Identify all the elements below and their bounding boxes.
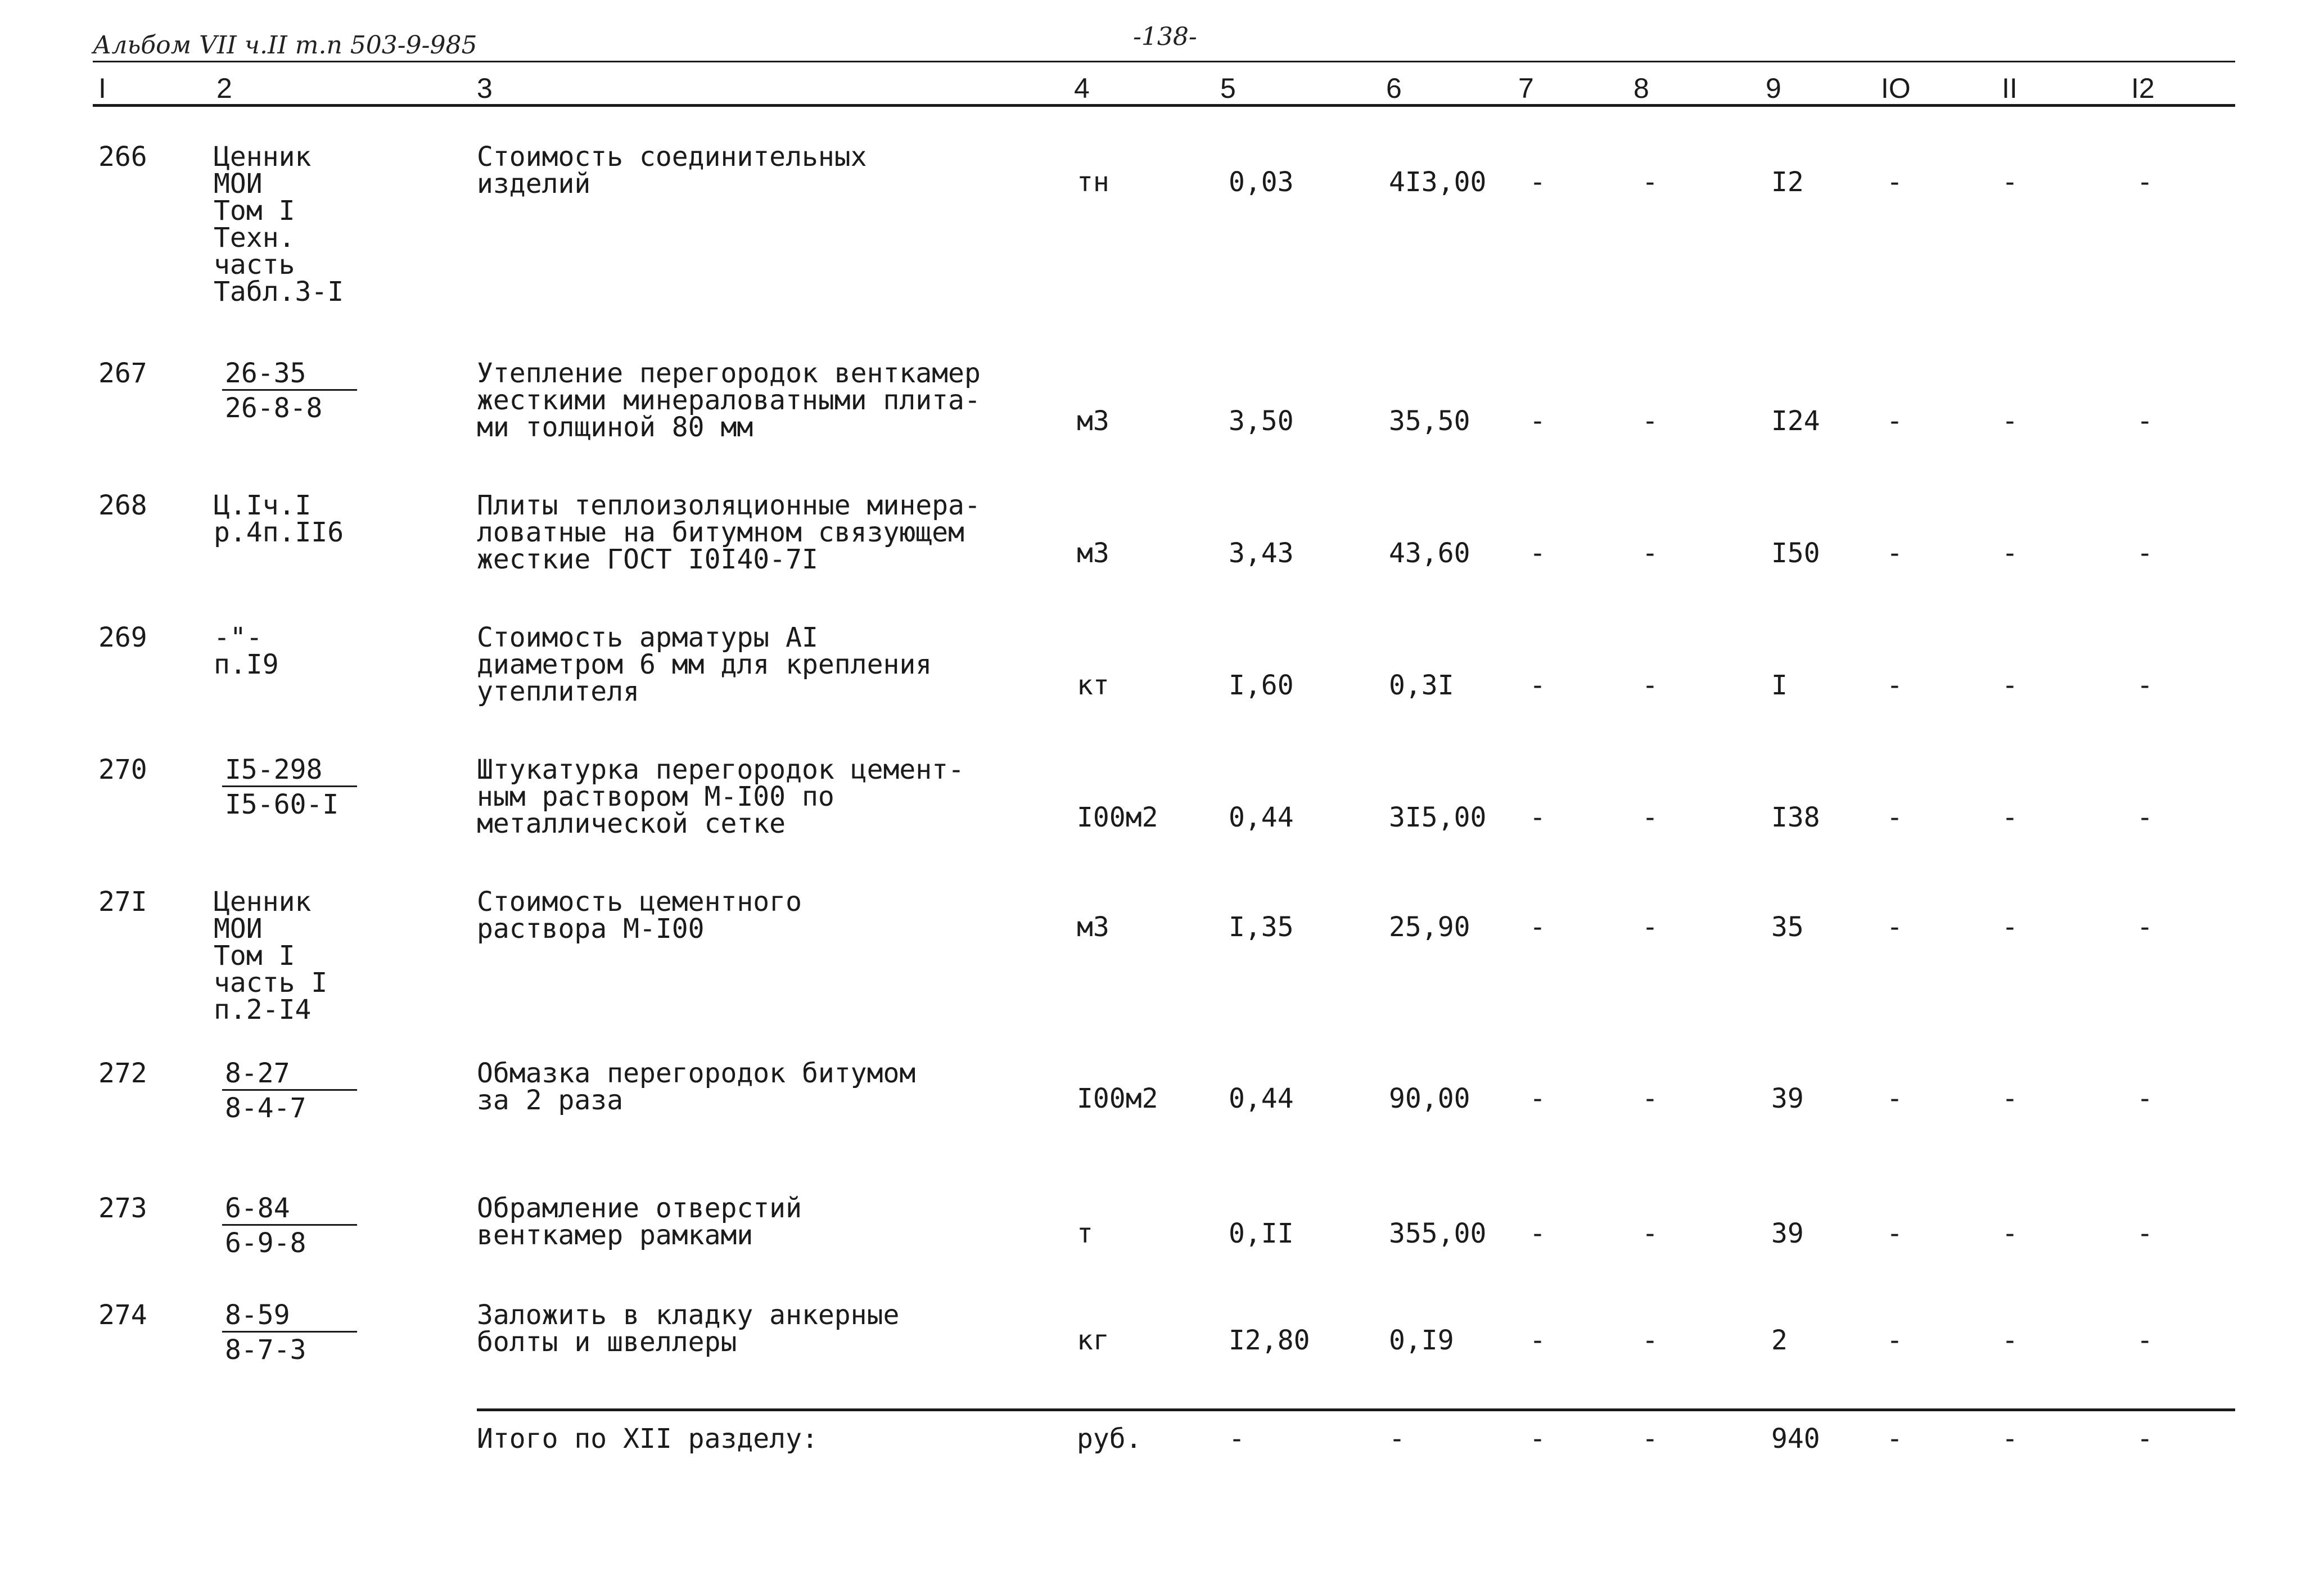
column-number: 9 [1766,73,1781,104]
total-cost: I24 [1771,405,1820,437]
album-reference: Альбом VII ч.II т.п 503-9-985 [93,31,477,60]
total-sum: 940 [1771,1423,1820,1455]
col12-value: - [2137,802,2153,833]
total-cost: 39 [1771,1083,1804,1114]
total-col8: - [1642,1423,1658,1455]
col7-value: - [1529,538,1546,569]
norm-reference: -"- п.I9 [214,622,279,680]
quantity: 0,44 [1229,1083,1294,1114]
col8-value: - [1642,670,1658,701]
col7-value: - [1529,1325,1546,1356]
col7-value: - [1529,670,1546,701]
col12-value: - [2137,405,2153,437]
col7-value: - [1529,911,1546,943]
norm-reference-bottom: I5-60-I [225,789,339,820]
unit: м3 [1077,911,1109,943]
total-quantity: - [1229,1423,1245,1455]
total-unit: руб. [1077,1423,1142,1455]
total-cost: I50 [1771,538,1820,569]
total-col10: - [1887,1423,1903,1455]
work-description: Утепление перегородок венткамер жесткими минераловатными плита- ми толщиной 80 мм [477,358,981,443]
total-col12: - [2137,1423,2153,1455]
unit: тн [1077,166,1109,198]
row-number: 270 [98,754,147,785]
total-cost: 39 [1771,1218,1804,1249]
col8-value: - [1642,1325,1658,1356]
column-number: 5 [1220,73,1236,104]
col11-value: - [2002,538,2018,569]
unit-price: 35,50 [1389,405,1470,437]
col10-value: - [1887,405,1903,437]
unit: м3 [1077,405,1109,437]
col12-value: - [2137,1325,2153,1356]
norm-reference: Ценник МОИ Том I часть I п.2-I4 [214,886,328,1026]
norm-reference-bottom: 6-9-8 [225,1227,306,1259]
col11-value: - [2002,166,2018,198]
quantity: I,35 [1229,911,1294,943]
total-col11: - [2002,1423,2018,1455]
norm-reference-bottom: 8-4-7 [225,1092,306,1124]
total-label: Итого по XII разделу: [477,1423,818,1455]
col7-value: - [1529,405,1546,437]
norm-reference-bottom: 26-8-8 [225,392,323,424]
work-description: Плиты теплоизоляционные минера- ловатные на битумном связующем жесткие ГОСТ I0I40-7I [477,490,981,575]
page-number: -138- [1133,22,1197,51]
quantity: 3,50 [1229,405,1294,437]
fraction-line [222,1089,357,1091]
unit-price: 43,60 [1389,538,1470,569]
total-cost: 2 [1771,1325,1788,1356]
unit: I00м2 [1077,802,1158,833]
norm-reference-bottom: 8-7-3 [225,1334,306,1366]
unit: кг [1077,1325,1109,1356]
col7-value: - [1529,1218,1546,1249]
row-number: 266 [98,141,147,173]
quantity: I2,80 [1229,1325,1310,1356]
norm-reference: Ц.Iч.I р.4п.II6 [214,490,344,548]
column-number: I2 [2131,73,2155,104]
total-col7: - [1529,1423,1546,1455]
norm-reference-top: 26-35 [225,358,306,389]
column-number: IO [1881,73,1911,104]
col7-value: - [1529,166,1546,198]
quantity: 3,43 [1229,538,1294,569]
column-number: 6 [1386,73,1402,104]
row-number: 273 [98,1193,147,1224]
column-number: II [2002,73,2018,104]
col12-value: - [2137,911,2153,943]
unit-price: 0,I9 [1389,1325,1454,1356]
col12-value: - [2137,538,2153,569]
column-number: 7 [1518,73,1534,104]
unit-price: 0,3I [1389,670,1454,701]
quantity: 0,03 [1229,166,1294,198]
column-number: I [98,73,106,104]
work-description: Обрамление отверстий венткамер рамками [477,1193,802,1251]
column-number: 4 [1074,73,1090,104]
col8-value: - [1642,1083,1658,1114]
unit-price: 25,90 [1389,911,1470,943]
column-number: 8 [1633,73,1649,104]
col8-value: - [1642,405,1658,437]
row-number: 269 [98,622,147,653]
col12-value: - [2137,670,2153,701]
col8-value: - [1642,802,1658,833]
row-number: 267 [98,358,147,389]
total-cost: I38 [1771,802,1820,833]
unit-price: 4I3,00 [1389,166,1487,198]
fraction-line [222,785,357,787]
fraction-line [222,389,357,391]
work-description: Штукатурка перегородок цемент- ным раствором М-I00 по металлической сетке [477,754,964,839]
col10-value: - [1887,911,1903,943]
col8-value: - [1642,166,1658,198]
col11-value: - [2002,1325,2018,1356]
norm-reference-top: 8-59 [225,1299,290,1331]
column-header-rule [93,104,2235,107]
quantity: 0,44 [1229,802,1294,833]
col8-value: - [1642,1218,1658,1249]
col11-value: - [2002,1083,2018,1114]
unit: т [1077,1218,1093,1249]
total-cost: I2 [1771,166,1804,198]
col12-value: - [2137,1218,2153,1249]
col11-value: - [2002,1218,2018,1249]
norm-reference-top: 8-27 [225,1058,290,1089]
col11-value: - [2002,911,2018,943]
work-description: Заложить в кладку анкерные болты и швеллеры [477,1299,900,1358]
unit: кт [1077,670,1109,701]
col7-value: - [1529,802,1546,833]
col11-value: - [2002,405,2018,437]
col10-value: - [1887,538,1903,569]
norm-reference: Ценник МОИ Том I Техн. часть Табл.3-I [214,141,344,308]
norm-reference-top: I5-298 [225,754,323,785]
work-description: Стоимость цементного раствора М-I00 [477,886,802,945]
col7-value: - [1529,1083,1546,1114]
col10-value: - [1887,802,1903,833]
col11-value: - [2002,802,2018,833]
col12-value: - [2137,166,2153,198]
row-number: 274 [98,1299,147,1331]
total-rule [477,1408,2235,1411]
col10-value: - [1887,166,1903,198]
unit: I00м2 [1077,1083,1158,1114]
work-description: Обмазка перегородок битумом за 2 раза [477,1058,916,1116]
total-cost: I [1771,670,1788,701]
quantity: 0,II [1229,1218,1294,1249]
total-price: - [1389,1423,1405,1455]
unit: м3 [1077,538,1109,569]
norm-reference-top: 6-84 [225,1193,290,1224]
col10-value: - [1887,1325,1903,1356]
fraction-line [222,1224,357,1226]
unit-price: 355,00 [1389,1218,1487,1249]
row-number: 272 [98,1058,147,1089]
col10-value: - [1887,670,1903,701]
work-description: Стоимость арматуры AI диаметром 6 мм для крепления утеплителя [477,622,932,707]
col8-value: - [1642,911,1658,943]
row-number: 27I [98,886,147,918]
unit-price: 90,00 [1389,1083,1470,1114]
work-description: Стоимость соединительных изделий [477,141,867,200]
column-number: 2 [216,73,232,104]
header-underline [93,61,2235,62]
col10-value: - [1887,1083,1903,1114]
col12-value: - [2137,1083,2153,1114]
total-cost: 35 [1771,911,1804,943]
col10-value: - [1887,1218,1903,1249]
col11-value: - [2002,670,2018,701]
quantity: I,60 [1229,670,1294,701]
fraction-line [222,1331,357,1333]
row-number: 268 [98,490,147,521]
column-number: 3 [477,73,493,104]
unit-price: 3I5,00 [1389,802,1487,833]
col8-value: - [1642,538,1658,569]
